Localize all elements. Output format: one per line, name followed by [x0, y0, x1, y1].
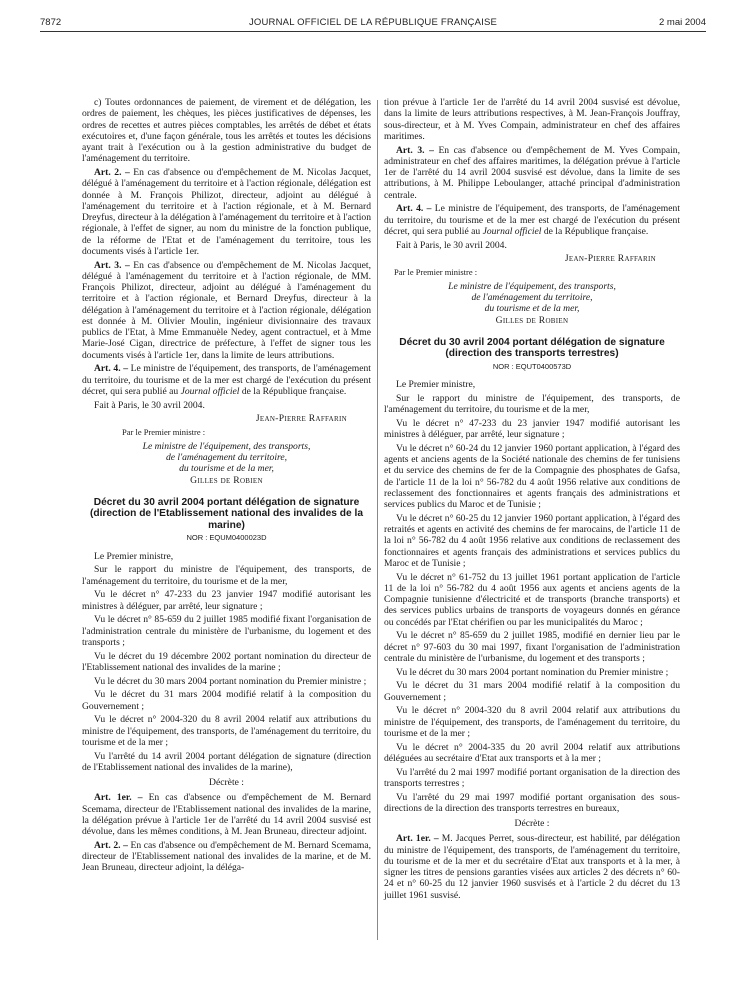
- article-1: [82, 792, 371, 837]
- article-label: Art. 2. –: [94, 839, 128, 851]
- visa: Vu le décret n° 85-659 du 2 juillet 1985 modifié fixant l'organisation de l'administration centrale du ministère de l'urbanisme, du logement et des transports ;: [82, 614, 371, 648]
- article-text: M. Jacques Perret, sous-directeur, est habilité, par délégation du ministre de l'équipement, des transports, de l'aménagement du territoire, du tourisme et de la mer et du secrétaire d'Etat aux transports et à la mer, à signer les titres de pensions garanties visées aux articles 2 des décrets n° 60-24 et n° 60-25 du 12 janvier 1960 susvisés et à l'article 2 du décret du 13 juillet 1961 susvisé.: [384, 833, 680, 901]
- article-label: Art. 2. –: [94, 167, 130, 178]
- visa: Vu le décret n° 60-24 du 12 janvier 1960 portant application, à l'égard des agents et anciens agents de la Société nationale des chemins de fer tunisiens et du service des chemins de fer de la Compagnie des phosphates de Gafsa, de l'article 11 de la loi n° 56-782 du 4 août 1956 relative aux conditions de reclassement des fonctionnaires et agents français des administrations et services publics du Maroc et de Tunisie ;: [384, 442, 680, 510]
- visa: Vu le décret du 19 décembre 2002 portant nomination du directeur de l'Etablissement national des invalides de la marine ;: [82, 650, 371, 673]
- nor-code: NOR : EQUT0400573D: [492, 361, 572, 371]
- left-column: [82, 97, 371, 876]
- article-text: En cas d'absence ou d'empêchement de M. Nicolas Jacquet, délégué à l'aménagement du territoire et à l'action régionale, délégation est donnée à M. François Philizot, directeur, adjoint au délégué à l'aménagement du territoire et à l'action régionale, et à M. Bernard Dreyfus, directeur à la délégation à l'aménagement du territoire et à l'action régionale, à l'effet de signer, au nom du ministre de la fonction publique, de la réforme de l'Etat et de l'aménagement du territoire, tous les documents visés à l'article 1er.: [82, 167, 372, 257]
- article-label: Art. 4. –: [94, 363, 129, 375]
- article-text: En cas d'absence ou d'empêchement de M. Nicolas Jacquet, délégué à l'aménagement du territoire et à l'action régionale, de MM. François Philizot, directeur, adjoint au délégué à l'aménagement du territoire et à l'action régionale, et Bernard Dreyfus, directeur à la délégation à l'aménagement du territoire et à l'action régionale, délégation est donnée à M. Olivier Moulin, ingénieur divisionnaire des travaux publics de l'Etat, à Mme Emmanuèle Nedey, agent contractuel, et à Mme Marie-José Cigan, directrice de préfecture, à l'effet de signer tous les documents visés à l'article 1er, dans la limite de leurs attributions.: [82, 259, 371, 361]
- decree-title: Décret du 30 avril 2004 portant délégation de signature (direction des transports terrestres): [399, 336, 665, 360]
- right-column: [384, 97, 680, 903]
- issue-date: 2 mai 2004: [658, 17, 706, 28]
- visa: Vu le décret n° 2004-335 du 20 avril 2004 relatif aux attributions déléguées au secrétaire d'Etat aux transports et à la mer ;: [384, 741, 680, 764]
- journal-ref: Journal officiel: [482, 225, 542, 237]
- article-label: Art. 3. –: [396, 144, 434, 156]
- page-number: 7872: [40, 17, 62, 28]
- article-text-end: de la République française.: [541, 225, 649, 237]
- premier-ministre: Le Premier ministre,: [396, 379, 476, 390]
- decrete-heading: Décrète :: [209, 777, 244, 788]
- article-3: [82, 260, 371, 361]
- header-rule: [40, 31, 706, 32]
- visa: Vu l'arrêté du 2 mai 1997 modifié portant organisation de la direction des transports terrestres ;: [384, 766, 680, 789]
- visa: Vu le décret du 31 mars 2004 modifié relatif à la composition du Gouvernement ;: [384, 680, 680, 703]
- decree-title: Décret du 30 avril 2004 portant délégation de signature (direction de l'Etablissement national des invalides de la marine): [89, 496, 364, 531]
- visa: Vu le décret du 30 mars 2004 portant nomination du Premier ministre ;: [94, 675, 367, 687]
- minister-line-1: Le ministre de l'équipement, des transports,: [448, 280, 616, 292]
- minister-line-1: Le ministre de l'équipement, des transports,: [142, 440, 311, 452]
- article-1: [384, 833, 680, 901]
- visa: Sur le rapport du ministre de l'équipement, des transports, de l'aménagement du territoire, du tourisme et de la mer,: [384, 392, 680, 415]
- visa: Vu le décret n° 60-25 du 12 janvier 1960 portant application, à l'égard des retraités et agents en activité des chemins de fer marocains, de l'article 11 de la loi n° 56-782 du 4 août 1956 relative aux conditions de reclassement des fonctionnaires et agents français des administrations et services publics du Maroc et de Tunisie ;: [384, 512, 680, 569]
- column-separator: [377, 100, 378, 940]
- visa: Vu le décret n° 2004-320 du 8 avril 2004 relatif aux attributions du ministre de l'équipement, des transports, de l'aménagement du territoire, du tourisme et de la mer ;: [82, 714, 371, 748]
- signature-date: Fait à Paris, le 30 avril 2004.: [396, 239, 507, 251]
- article-text: Le ministre de l'équipement, des transports, de l'aménagement du territoire, du tourisme et de la mer est chargé de l'exécution du présent décret, qui sera publié au: [82, 363, 371, 397]
- signature-date: Fait à Paris, le 30 avril 2004.: [94, 399, 205, 411]
- signer-name: Jean-Pierre Raffarin: [255, 413, 347, 425]
- visa: Vu le décret du 30 mars 2004 portant nomination du Premier ministre ;: [396, 666, 669, 678]
- minister-line-2: de l'aménagement du territoire,: [471, 292, 593, 303]
- visa: Vu le décret n° 85-659 du 2 juillet 1985, modifié en dernier lieu par le décret n° 97-603 du 30 mai 1997, fixant l'organisation de l'administration centrale du ministère de l'urbanisme, du logement et des transports ;: [384, 630, 680, 664]
- journal-title: JOURNAL OFFICIEL DE LA RÉPUBLIQUE FRANÇAISE: [248, 17, 498, 28]
- minister-name: Gilles de Robien: [495, 314, 569, 326]
- article-2: [82, 840, 371, 874]
- signer-name: Jean-Pierre Raffarin: [564, 253, 656, 265]
- article-text: En cas d'absence ou d'empêchement de M. Bernard Scemama, directeur de l'Etablissement national des invalides de la marine, la délégation prévue à l'article 1er de l'arrêté du 14 avril 2004 susvisé est dévolue, dans les mêmes conditions, à M. Jean Bruneau, directeur adjoint.: [82, 792, 371, 837]
- minister-line-3: du tourisme et de la mer,: [484, 303, 580, 315]
- visa: Vu le décret n° 2004-320 du 8 avril 2004 relatif aux attributions du ministre de l'équipement, des transports, de l'aménagement du territoire, du tourisme et de la mer ;: [384, 705, 680, 739]
- visa: Vu le décret n° 47-233 du 23 janvier 1947 modifié autorisant les ministres à déléguer, par arrêté, leur signature ;: [82, 589, 371, 612]
- article-label: Art. 3. –: [94, 259, 130, 271]
- par-premier-ministre: Par le Premier ministre :: [122, 427, 206, 437]
- article-text: En cas d'absence ou d'empêchement de M. Yves Compain, administrateur en chef des affaires maritimes, la délégation prévue à l'article 1er de l'arrêté du 14 avril 2004 susvisé est dévolue, dans la limite de ses attributions, à M. Philippe Leboulanger, attaché principal d'administration centrale.: [384, 144, 680, 201]
- visa: Vu le décret n° 61-752 du 13 juillet 1961 portant application de l'article 11 de la loi n° 56-782 du 4 août 1956 aux agents et anciens agents de la Compagnie tunisienne d'électricité et de transports (branche transports) et des services publics urbains de transports de voyageurs donnés en gérance ou concédés par l'Etat chérifien ou par les municipalités du Maroc ;: [384, 571, 680, 628]
- minister-line-2: de l'aménagement du territoire,: [165, 452, 288, 463]
- visa: Vu l'arrêté du 14 avril 2004 portant délégation de signature (direction de l'Etablissement national des invalides de la marine),: [82, 750, 371, 773]
- visa: Sur le rapport du ministre de l'équipement, des transports, de l'aménagement du territoire, du tourisme et de la mer,: [82, 564, 371, 587]
- minister-name: Gilles de Robien: [190, 474, 263, 486]
- minister-line-3: du tourisme et de la mer,: [179, 463, 274, 475]
- article-3: [384, 145, 680, 201]
- article-text: En cas d'absence ou d'empêchement de M. Bernard Scemama, directeur de l'Etablissement national des invalides de la marine, et de M. Jean Bruneau, directeur adjoint, la déléga-: [82, 839, 371, 874]
- article-label: Art. 1er. –: [396, 833, 439, 845]
- journal-ref: Journal officiel: [180, 385, 240, 397]
- article-text-end: de la République française.: [239, 385, 347, 397]
- page-header: [40, 14, 706, 30]
- article-label: Art. 4. –: [396, 203, 432, 215]
- nor-code: NOR : EQUM0400023D: [186, 533, 267, 543]
- article-4: [384, 203, 680, 237]
- visa: Vu l'arrêté du 29 mai 1997 modifié portant organisation des sous-directions de la direction des transports terrestres en bureaux,: [384, 791, 680, 814]
- par-premier-ministre: Par le Premier ministre :: [394, 267, 478, 277]
- article-4: [82, 363, 371, 397]
- premier-ministre: Le Premier ministre,: [94, 550, 174, 562]
- article-text: Le ministre de l'équipement, des transports, de l'aménagement du territoire, du tourisme et de la mer est chargé de l'exécution du présent décret, qui sera publié au: [384, 203, 680, 237]
- decrete-heading: Décrète :: [514, 818, 550, 829]
- visa: Vu le décret du 31 mars 2004 modifié relatif à la composition du Gouvernement ;: [82, 689, 371, 712]
- article-2: [82, 167, 371, 257]
- paragraph: c) Toutes ordonnances de paiement, de virement et de délégation, les ordres de paiement, les chèques, les pièces justificatives de dépenses, les ordres de recettes et autres pièces comptables, les arrêtés de débet et états exécutoires et, d'une façon générale, tous les arrêtés et toutes les décisions ayant trait à l'exécution ou à la gestion administrative du budget de l'aménagement du territoire.: [82, 97, 371, 165]
- visa: Vu le décret n° 47-233 du 23 janvier 1947 modifié autorisant les ministres à déléguer, par arrêté, leur signature ;: [384, 417, 680, 440]
- article-label: Art. 1er. –: [94, 792, 143, 804]
- paragraph: tion prévue à l'article 1er de l'arrêté du 14 avril 2004 susvisé est dévolue, dans la limite de leurs attributions respectives, à M. Jean-François Jouffray, sous-directeur, et à M. Yves Compain, administrateur en chef des affaires maritimes.: [384, 97, 680, 142]
